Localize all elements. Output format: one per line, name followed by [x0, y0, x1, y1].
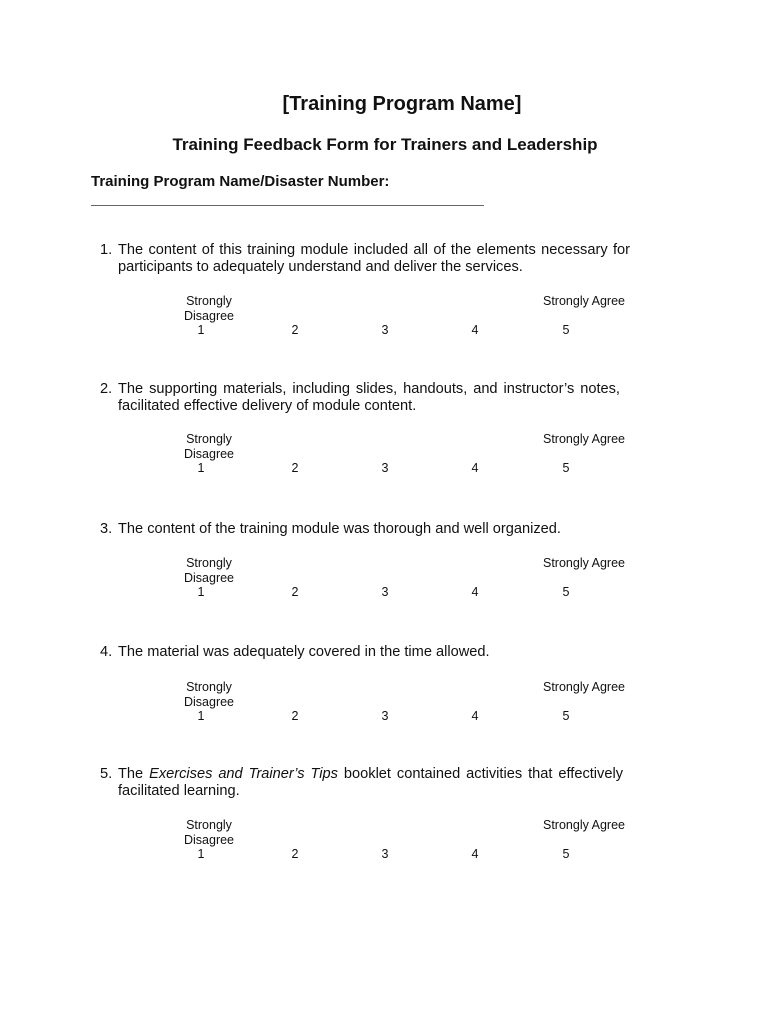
question-text: The supporting materials, including slides, handouts, and instructor’s notes, facilitated effective delivery of module content.: [118, 381, 620, 414]
rating-scale-4: [0, 680, 768, 730]
program-name-label: Training Program Name/Disaster Number:: [91, 173, 390, 190]
strongly-agree-label: Strongly Agree: [543, 556, 625, 570]
question-1: [100, 242, 630, 275]
rating-option-3[interactable]: 3: [381, 847, 389, 861]
question-text: The content of the training module was thorough and well organized.: [118, 521, 561, 537]
rating-option-4[interactable]: 4: [471, 585, 479, 599]
rating-scale-3: [0, 556, 768, 606]
question-5: [100, 766, 623, 799]
form-title: [Training Program Name]: [282, 93, 522, 115]
question-text: The Exercises and Trainer’s Tips booklet contained activities that effectively facilitated learning.: [118, 766, 623, 799]
strongly-disagree-label: Strongly Disagree: [183, 294, 235, 323]
rating-option-5[interactable]: 5: [562, 709, 570, 723]
rating-option-3[interactable]: 3: [381, 585, 389, 599]
rating-option-1[interactable]: 1: [197, 323, 205, 337]
rating-option-3[interactable]: 3: [381, 323, 389, 337]
rating-option-2[interactable]: 2: [291, 461, 299, 475]
rating-option-4[interactable]: 4: [471, 323, 479, 337]
question-text: The material was adequately covered in the time allowed.: [118, 644, 490, 660]
question-number: 3.: [100, 521, 113, 537]
rating-option-2[interactable]: 2: [291, 585, 299, 599]
question-4: [100, 644, 630, 661]
strongly-disagree-label: Strongly Disagree: [183, 818, 235, 847]
question-number: 2.: [100, 381, 113, 397]
rating-option-1[interactable]: 1: [197, 709, 205, 723]
rating-option-5[interactable]: 5: [562, 585, 570, 599]
strongly-disagree-label: Strongly Disagree: [183, 556, 235, 585]
rating-option-5[interactable]: 5: [562, 461, 570, 475]
strongly-agree-label: Strongly Agree: [543, 294, 625, 308]
rating-option-3[interactable]: 3: [381, 461, 389, 475]
rating-option-2[interactable]: 2: [291, 323, 299, 337]
rating-option-1[interactable]: 1: [197, 585, 205, 599]
strongly-agree-label: Strongly Agree: [543, 818, 625, 832]
rating-scale-1: [0, 294, 768, 344]
strongly-disagree-label: Strongly Disagree: [183, 432, 235, 461]
rating-option-4[interactable]: 4: [471, 709, 479, 723]
rating-option-5[interactable]: 5: [562, 323, 570, 337]
rating-option-2[interactable]: 2: [291, 709, 299, 723]
strongly-disagree-label: Strongly Disagree: [183, 680, 235, 709]
rating-option-5[interactable]: 5: [562, 847, 570, 861]
form-subtitle: Training Feedback Form for Trainers and Leadership: [172, 135, 598, 154]
rating-option-2[interactable]: 2: [291, 847, 299, 861]
question-number: 1.: [100, 242, 113, 258]
strongly-agree-label: Strongly Agree: [543, 680, 625, 694]
booklet-title: Exercises and Trainer’s Tips: [149, 766, 338, 782]
question-number: 5.: [100, 766, 113, 782]
strongly-agree-label: Strongly Agree: [543, 432, 625, 446]
program-name-input-line[interactable]: [91, 205, 484, 206]
rating-option-4[interactable]: 4: [471, 461, 479, 475]
rating-option-4[interactable]: 4: [471, 847, 479, 861]
rating-scale-5: [0, 818, 768, 868]
rating-option-3[interactable]: 3: [381, 709, 389, 723]
rating-option-1[interactable]: 1: [197, 847, 205, 861]
rating-scale-2: [0, 432, 768, 482]
question-3: [100, 521, 630, 538]
question-text: The content of this training module included all of the elements necessary for participants to adequately understand and deliver the services.: [118, 242, 630, 275]
question-number: 4.: [100, 644, 113, 660]
question-2: [100, 381, 620, 414]
rating-option-1[interactable]: 1: [197, 461, 205, 475]
